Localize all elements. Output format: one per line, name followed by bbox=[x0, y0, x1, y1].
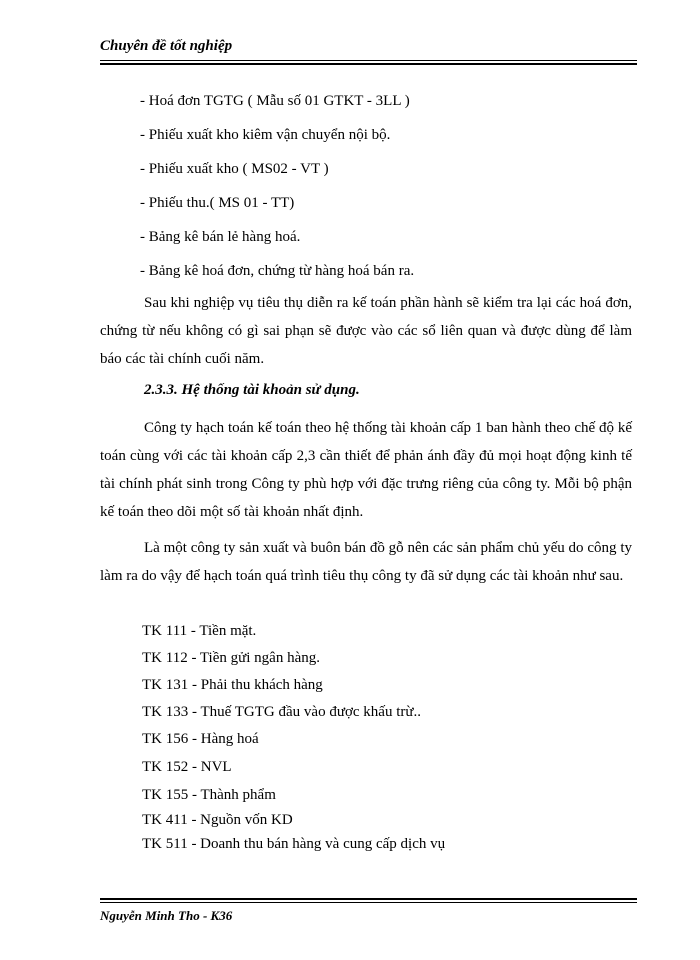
header-rule-thick bbox=[100, 63, 637, 65]
bullet-item: - Bảng kê bán lẻ hàng hoá. bbox=[140, 229, 301, 245]
account-item: TK 152 - NVL bbox=[142, 759, 232, 775]
account-item: TK 156 - Hàng hoá bbox=[142, 731, 259, 747]
paragraph-text: Sau khi nghiệp vụ tiêu thụ diễn ra kế toán phần hành sẽ kiểm tra lại các hoá đơn, chứng từ nếu không có gì sai phạn sẽ được vào các sổ liên quan và được dùng để làm báo các tài chính cuối năm. bbox=[100, 295, 632, 367]
account-item: TK 511 - Doanh thu bán hàng và cung cấp dịch vụ bbox=[142, 836, 446, 852]
paragraph-text: Công ty hạch toán kế toán theo hệ thống tài khoản cấp 1 ban hành theo chế độ kế toán cùng với các tài khoản cấp 2,3 cần thiết để phản ánh đầy đủ mọi hoạt động kinh tế tài chính phát sinh trong Công ty phù hợp với đặc trưng riêng của công ty. Mỗi bộ phận kế toán theo dõi một số tài khoản nhất định. bbox=[100, 420, 632, 520]
paragraph bbox=[100, 534, 632, 590]
account-item: TK 411 - Nguồn vốn KD bbox=[142, 812, 293, 828]
account-item: TK 112 - Tiền gửi ngân hàng. bbox=[142, 650, 320, 666]
bullet-item: - Phiếu xuất kho ( MS02 - VT ) bbox=[140, 161, 329, 177]
header-rule bbox=[100, 60, 637, 61]
account-item: TK 131 - Phải thu khách hàng bbox=[142, 677, 323, 693]
section-heading: 2.3.3. Hệ thống tài khoản sử dụng. bbox=[144, 382, 360, 398]
account-item: TK 133 - Thuế TGTG đầu vào được khấu trừ.. bbox=[142, 704, 421, 720]
footer-rule-thick bbox=[100, 898, 637, 900]
account-item: TK 111 - Tiền mặt. bbox=[142, 623, 257, 639]
paragraph bbox=[100, 414, 632, 526]
footer-rule bbox=[100, 902, 637, 903]
footer-author: Nguyễn Minh Tho - K36 bbox=[100, 908, 233, 923]
account-item: TK 155 - Thành phẩm bbox=[142, 787, 276, 803]
bullet-item: - Bảng kê hoá đơn, chứng từ hàng hoá bán ra. bbox=[140, 263, 415, 279]
bullet-item: - Hoá đơn TGTG ( Mẫu số 01 GTKT - 3LL ) bbox=[140, 93, 410, 109]
paragraph bbox=[100, 289, 632, 373]
bullet-item: - Phiếu xuất kho kiêm vận chuyển nội bộ. bbox=[140, 127, 391, 143]
header-title: Chuyên đề tốt nghiệp bbox=[100, 38, 233, 54]
bullet-item: - Phiếu thu.( MS 01 - TT) bbox=[140, 195, 295, 211]
paragraph-text: Là một công ty sản xuất và buôn bán đồ gỗ nên các sản phẩm chủ yếu do công ty làm ra do vậy để hạch toán quá trình tiêu thụ công ty đã sử dụng các tài khoản như sau. bbox=[100, 540, 632, 584]
